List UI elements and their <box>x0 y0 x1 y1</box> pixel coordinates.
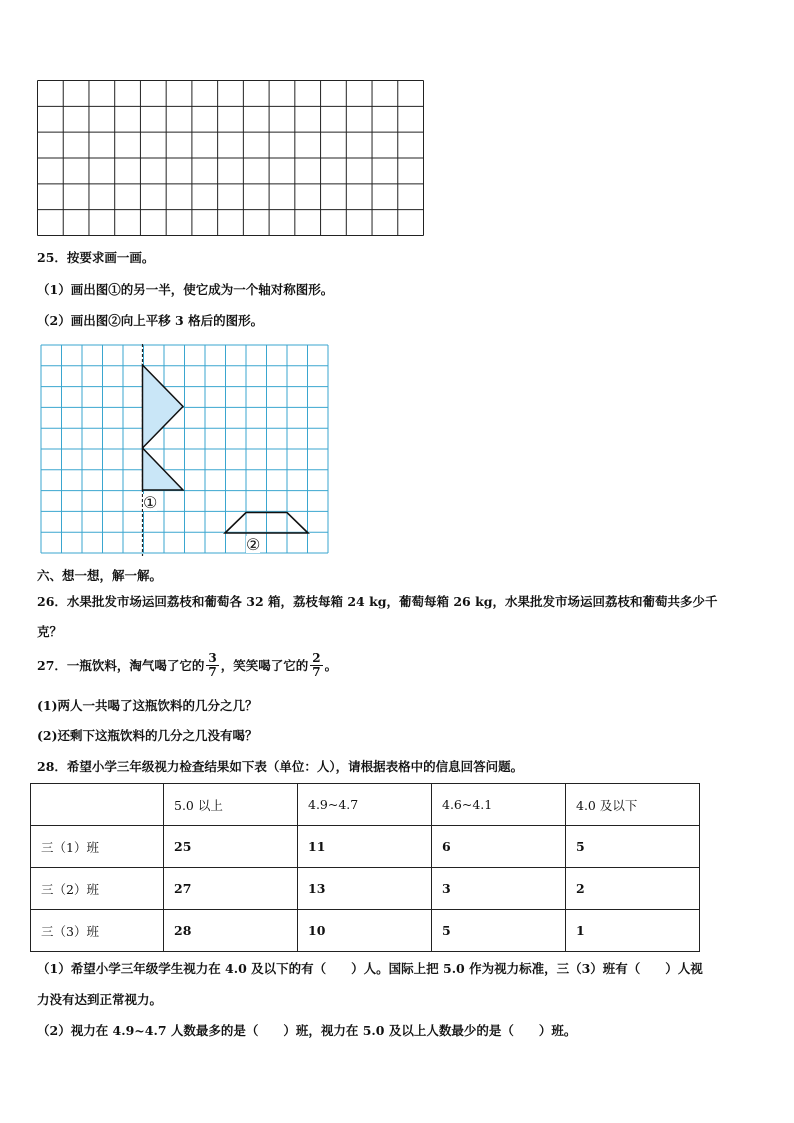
q27-part2: (2)还剩下这瓶饮料的几分之几没有喝？ <box>37 728 258 743</box>
table-cell: 1 <box>566 910 700 952</box>
table-cell: 2 <box>566 868 700 910</box>
q27-question <box>37 652 337 679</box>
table-cell: 6 <box>432 826 566 868</box>
table-row-label: 三（1）班 <box>31 826 164 868</box>
figure-2-label: ② <box>246 535 261 554</box>
vision-table <box>30 783 700 952</box>
fraction-numerator: 2 <box>312 651 321 665</box>
fraction-denominator: 7 <box>312 665 321 679</box>
figure-1-label: ① <box>143 493 158 512</box>
table-header-cell: 4.9~4.7 <box>298 784 432 826</box>
q28-answer2: （2）视力在 4.9~4.7 人数最多的是（ ）班，视力在 5.0 及以上人数最少的是（ ）班。 <box>37 1023 577 1038</box>
table-row <box>31 910 700 952</box>
q25-part2: （2）画出图②向上平移 3 格后的图形。 <box>37 313 264 328</box>
table-row <box>31 826 700 868</box>
table-header-cell: 4.6~4.1 <box>432 784 566 826</box>
q25-part1: （1）画出图①的另一半，使它成为一个轴对称图形。 <box>37 282 334 297</box>
fraction-denominator: 7 <box>208 665 217 679</box>
fraction-2-7 <box>310 652 322 679</box>
q28-answer1-line2: 力没有达到正常视力。 <box>37 992 163 1007</box>
q26-line2: 克？ <box>37 624 63 639</box>
answer-grid <box>37 80 427 238</box>
q27-mid: ，笑笑喝了它的 <box>220 657 309 673</box>
figure-1-shape <box>143 365 184 490</box>
q27-part1: (1)两人一共喝了这瓶饮料的几分之几？ <box>37 698 258 713</box>
table-cell: 28 <box>164 910 298 952</box>
table-row <box>31 868 700 910</box>
q27-intro: 27．一瓶饮料，淘气喝了它的 <box>37 657 205 673</box>
table-row-label: 三（3）班 <box>31 910 164 952</box>
table-cell: 10 <box>298 910 432 952</box>
q25-figure-grid <box>38 342 330 558</box>
fraction-3-7 <box>206 652 218 679</box>
table-cell: 27 <box>164 868 298 910</box>
table-cell: 3 <box>432 868 566 910</box>
table-cell: 5 <box>432 910 566 952</box>
q28-answer1-line1: （1）希望小学三年级学生视力在 4.0 及以下的有（ ）人。国际上把 5.0 作为视力标准，三（3）班有（ ）人视 <box>37 961 703 976</box>
table-header-cell: 4.0 及以下 <box>566 784 700 826</box>
table-header-cell <box>31 784 164 826</box>
q27-end: 。 <box>324 657 338 673</box>
table-header-row <box>31 784 700 826</box>
section-6-title: 六、想一想，解一解。 <box>37 568 163 583</box>
q25-title: 25．按要求画一画。 <box>37 250 155 265</box>
table-cell: 13 <box>298 868 432 910</box>
table-row-label: 三（2）班 <box>31 868 164 910</box>
fraction-numerator: 3 <box>208 651 217 665</box>
table-cell: 25 <box>164 826 298 868</box>
q28-title: 28．希望小学三年级视力检查结果如下表（单位：人），请根据表格中的信息回答问题。 <box>37 759 524 774</box>
table-cell: 5 <box>566 826 700 868</box>
table-header-cell: 5.0 以上 <box>164 784 298 826</box>
table-cell: 11 <box>298 826 432 868</box>
q26-line1: 26．水果批发市场运回荔枝和葡萄各 32 箱，荔枝每箱 24 kg，葡萄每箱 26 kg，水果批发市场运回荔枝和葡萄共多少千 <box>37 594 718 609</box>
